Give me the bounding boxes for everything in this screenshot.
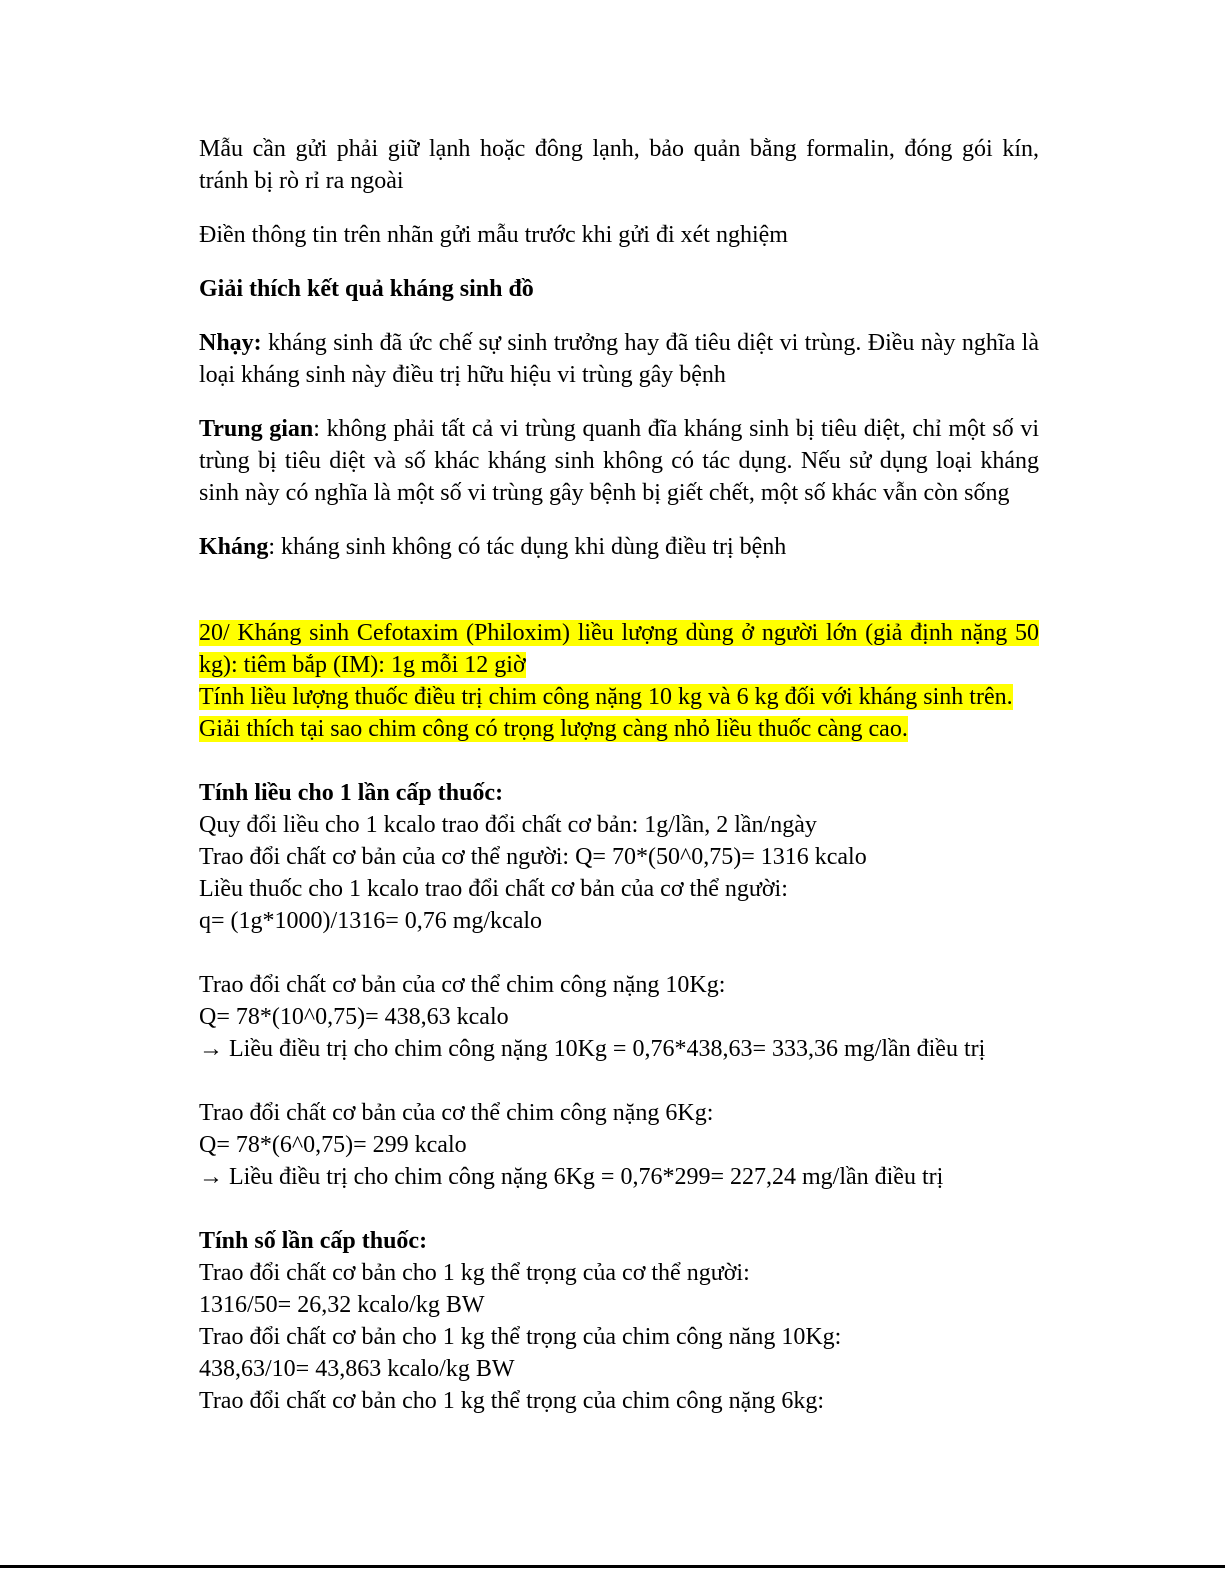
antibiogram-heading-text: Giải thích kết quả kháng sinh đồ bbox=[199, 276, 534, 302]
page-bottom-rule bbox=[0, 1565, 1225, 1568]
question-line-2: Tính liều lượng thuốc điều trị chim công nặng 10 kg và 6 kg đối với kháng sinh trên. bbox=[199, 684, 1013, 710]
document-body bbox=[199, 133, 1039, 1417]
spacer bbox=[199, 745, 1039, 777]
frequency-line-5: Trao đổi chất cơ bản cho 1 kg thể trọng của chim công nặng 6kg: bbox=[199, 1388, 824, 1414]
dose-section bbox=[199, 777, 1039, 937]
intermediate-text: : không phải tất cả vi trùng quanh đĩa kháng sinh bị tiêu diệt, chỉ một số vi trùng bị tiêu diệt và số khác kháng sinh không có tác dụng. Nếu sử dụng loại kháng sinh này có nghĩa là một số vi trùng gây bệnh bị giết chết, một số khác vẫn còn sống bbox=[199, 416, 1039, 506]
question-20-block bbox=[199, 617, 1039, 745]
peacock10-line-3: → Liều điều trị cho chim công nặng 10Kg = 0,76*438,63= 333,36 mg/lần điều trị bbox=[199, 1036, 986, 1062]
peacock6-line-1: Trao đổi chất cơ bản của cơ thể chim công nặng 6Kg: bbox=[199, 1100, 714, 1126]
dose-section-heading: Tính liều cho 1 lần cấp thuốc: bbox=[199, 780, 504, 806]
spacer bbox=[199, 585, 1039, 617]
peacock6-line-2: Q= 78*(6^0,75)= 299 kcalo bbox=[199, 1132, 467, 1158]
frequency-line-3: Trao đổi chất cơ bản cho 1 kg thể trọng của chim công năng 10Kg: bbox=[199, 1324, 842, 1350]
resistant-paragraph bbox=[199, 531, 1039, 563]
intermediate-paragraph bbox=[199, 413, 1039, 509]
peacock10-line-1: Trao đổi chất cơ bản của cơ thể chim công nặng 10Kg: bbox=[199, 972, 726, 998]
sensitive-term: Nhạy: bbox=[199, 330, 262, 356]
intermediate-term: Trung gian bbox=[199, 416, 314, 442]
peacock-6kg-section bbox=[199, 1097, 1039, 1193]
dose-line-1: Quy đổi liều cho 1 kcalo trao đổi chất cơ bản: 1g/lần, 2 lần/ngày bbox=[199, 812, 817, 838]
question-line-1: 20/ Kháng sinh Cefotaxim (Philoxim) liều lượng dùng ở người lớn (giả định nặng 50 kg): tiêm bắp (IM): 1g mỗi 12 giờ bbox=[199, 620, 1039, 678]
frequency-section bbox=[199, 1225, 1039, 1417]
peacock-10kg-section bbox=[199, 969, 1039, 1065]
peacock6-line-3: → Liều điều trị cho chim công nặng 6Kg = 0,76*299= 227,24 mg/lần điều trị bbox=[199, 1164, 944, 1190]
sensitive-paragraph bbox=[199, 327, 1039, 391]
frequency-section-heading: Tính số lần cấp thuốc: bbox=[199, 1228, 428, 1254]
spacer bbox=[199, 1193, 1039, 1225]
question-line-3: Giải thích tại sao chim công có trọng lượng càng nhỏ liều thuốc càng cao. bbox=[199, 716, 908, 742]
resistant-term: Kháng bbox=[199, 534, 269, 560]
antibiogram-heading bbox=[199, 273, 1039, 305]
dose-line-3: Liều thuốc cho 1 kcalo trao đổi chất cơ bản của cơ thể người: bbox=[199, 876, 788, 902]
spacer bbox=[199, 937, 1039, 969]
frequency-line-2: 1316/50= 26,32 kcalo/kg BW bbox=[199, 1292, 485, 1318]
peacock10-line-2: Q= 78*(10^0,75)= 438,63 kcalo bbox=[199, 1004, 509, 1030]
sensitive-text: kháng sinh đã ức chế sự sinh trưởng hay đã tiêu diệt vi trùng. Điều này nghĩa là loại kháng sinh này điều trị hữu hiệu vi trùng gây bệnh bbox=[199, 330, 1039, 388]
sample-label-paragraph: Điền thông tin trên nhãn gửi mẫu trước khi gửi đi xét nghiệm bbox=[199, 222, 788, 248]
spacer bbox=[199, 1065, 1039, 1097]
frequency-line-1: Trao đổi chất cơ bản cho 1 kg thể trọng của cơ thể người: bbox=[199, 1260, 750, 1286]
resistant-text: : kháng sinh không có tác dụng khi dùng điều trị bệnh bbox=[268, 534, 787, 560]
dose-line-2: Trao đổi chất cơ bản của cơ thể người: Q= 70*(50^0,75)= 1316 kcalo bbox=[199, 844, 867, 870]
sample-storage-paragraph: Mẫu cần gửi phải giữ lạnh hoặc đông lạnh, bảo quản bằng formalin, đóng gói kín, tránh bị rò rỉ ra ngoài bbox=[199, 136, 1039, 194]
dose-line-4: q= (1g*1000)/1316= 0,76 mg/kcalo bbox=[199, 908, 543, 934]
frequency-line-4: 438,63/10= 43,863 kcalo/kg BW bbox=[199, 1356, 515, 1382]
